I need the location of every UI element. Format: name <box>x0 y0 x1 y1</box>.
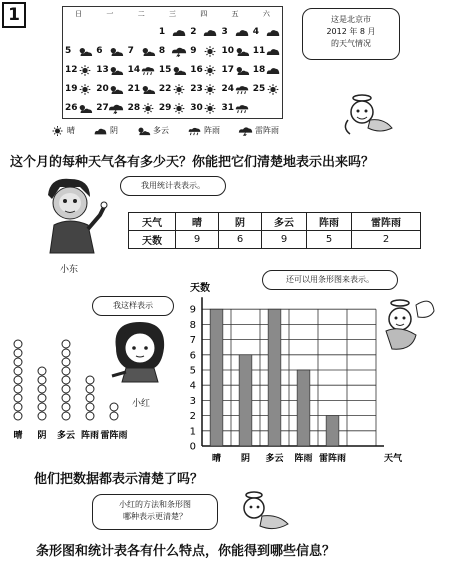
yin-weather-icon <box>265 27 281 38</box>
legend-label: 阵雨 <box>204 126 220 135</box>
calendar-day-number: 16 <box>190 65 203 75</box>
table-cell: 5 <box>307 231 352 249</box>
x-tick-label: 阴 <box>240 454 251 464</box>
calendar-day <box>220 23 251 42</box>
duoyun-weather-icon <box>108 46 124 57</box>
pictograph-circle <box>14 358 22 366</box>
calendar-day-number: 3 <box>221 27 228 37</box>
calendar-day-number: 5 <box>65 46 72 56</box>
pictograph-circle <box>38 385 46 393</box>
calendar-day-number: 2 <box>190 27 197 37</box>
pictograph-circle <box>14 349 22 357</box>
table-column-header: 多云 <box>262 213 307 231</box>
pictograph-label: 阵雨 <box>80 431 100 441</box>
pictograph-circle <box>62 394 70 402</box>
pictograph-label: 阴 <box>37 431 47 441</box>
pictograph-circle <box>62 367 70 375</box>
calendar-day-number: 6 <box>96 46 103 56</box>
qing-weather-icon <box>202 65 218 76</box>
y-tick-label: 2 <box>189 411 196 423</box>
pictograph-circle <box>14 412 22 420</box>
duoyun-weather-icon <box>171 65 187 76</box>
pictograph-circle <box>62 376 70 384</box>
y-tick-label: 6 <box>189 350 196 362</box>
y-tick-label: 0 <box>189 441 196 453</box>
calendar-day <box>220 42 251 61</box>
legend-label: 晴 <box>67 126 75 135</box>
qing-weather-icon <box>202 84 218 95</box>
qing-weather-icon <box>50 126 65 136</box>
y-tick-label: 7 <box>189 335 196 347</box>
calendar-day-number: 9 <box>190 46 197 56</box>
leizhenyu-weather-icon <box>171 46 187 57</box>
angel-illustration <box>340 90 400 138</box>
duoyun-weather-icon <box>108 84 124 95</box>
calendar-day <box>126 42 157 61</box>
duoyun-weather-icon <box>234 65 250 76</box>
table-column-header: 阴 <box>219 213 262 231</box>
calendar-day-number: 4 <box>252 27 260 37</box>
calendar-day <box>63 42 94 61</box>
table-cell: 9 <box>176 231 219 249</box>
calendar-day-number: 21 <box>127 84 141 94</box>
x-tick-label: 阵雨 <box>294 454 313 464</box>
leizhenyu-weather-icon <box>108 103 124 114</box>
calendar-weekday-header: 四 <box>200 10 208 18</box>
calendar-weekday-header: 三 <box>168 10 176 18</box>
calendar-day-number: 25 <box>252 84 266 94</box>
bar-chart <box>176 282 406 472</box>
calendar-day <box>220 99 251 118</box>
calendar-day <box>94 61 125 80</box>
legend-label: 雷阵雨 <box>255 126 279 135</box>
calendar-day <box>157 61 188 80</box>
calendar-day-number: 15 <box>158 65 172 75</box>
pictograph-circle <box>110 403 118 411</box>
table-row-header: 天数 <box>129 231 176 249</box>
zhenyu-weather-icon <box>187 126 202 136</box>
bar <box>268 309 281 446</box>
table-row <box>129 231 421 249</box>
y-tick-label: 4 <box>189 380 196 392</box>
y-tick-label: 3 <box>189 395 196 407</box>
pictograph-label: 雷阵雨 <box>100 431 128 441</box>
calendar-day <box>188 80 219 99</box>
calendar-weekday-header: 六 <box>262 10 270 18</box>
weather-legend <box>50 125 293 136</box>
zhenyu-weather-icon <box>234 103 250 114</box>
calendar-day <box>63 61 94 80</box>
xiaodong-name: 小东 <box>60 265 79 275</box>
table-cell: 9 <box>262 231 307 249</box>
statistics-table <box>128 212 421 249</box>
pictograph-circle <box>14 385 22 393</box>
xiaohong-name: 小红 <box>132 399 151 409</box>
calendar-day-number: 23 <box>190 84 203 94</box>
pictograph-circle <box>62 403 70 411</box>
pictograph-circle <box>62 340 70 348</box>
table-column-header: 阵雨 <box>307 213 352 231</box>
question-1: 这个月的每种天气各有多少天？你能把它们清楚地表示出来吗？ <box>10 155 375 170</box>
bar <box>210 309 223 446</box>
calendar-day-number: 17 <box>221 65 235 75</box>
table-cell: 6 <box>219 231 262 249</box>
qing-weather-icon <box>202 103 218 114</box>
x-axis-label: 天气 <box>384 454 403 464</box>
qing-weather-icon <box>171 103 187 114</box>
pictograph-circle <box>14 340 22 348</box>
question-3: 条形图和统计表各有什么特点，你能得到哪些信息？ <box>36 544 336 559</box>
calendar-day-number: 28 <box>127 103 141 113</box>
calendar-day-number: 31 <box>221 103 235 113</box>
calendar-day <box>188 23 219 42</box>
weather-calendar <box>62 6 283 119</box>
pictograph-circle <box>86 376 94 384</box>
duoyun-weather-icon <box>77 46 93 57</box>
calendar-weekday-header: 二 <box>137 10 145 18</box>
calendar-day <box>188 99 219 118</box>
bar <box>297 370 310 446</box>
legend-item <box>93 125 118 136</box>
pictograph-circle <box>86 412 94 420</box>
pictograph-circle <box>86 394 94 402</box>
pictograph-circle <box>86 385 94 393</box>
bubble-angel-top: 还可以用条形图来表示。 <box>262 270 398 290</box>
zhenyu-weather-icon <box>234 84 250 95</box>
bubble-line: 这是北京市 <box>331 15 371 24</box>
calendar-weekday-header: 一 <box>106 10 114 18</box>
calendar-day <box>157 80 188 99</box>
calendar-day-number: 1 <box>158 27 166 37</box>
calendar-day-number: 12 <box>65 65 78 75</box>
calendar-day <box>188 61 219 80</box>
duoyun-weather-icon <box>77 103 93 114</box>
calendar-day <box>220 61 251 80</box>
page-number: 1 <box>2 2 26 28</box>
pictograph-circle <box>38 367 46 375</box>
pictograph-circle <box>62 349 70 357</box>
calendar-day <box>94 42 125 61</box>
calendar-day <box>220 80 251 99</box>
pictograph-circle <box>14 403 22 411</box>
bubble-line: 哪种表示更清楚？ <box>123 512 187 521</box>
yin-weather-icon <box>265 46 281 57</box>
y-tick-label: 5 <box>189 365 196 377</box>
calendar-day <box>251 80 282 99</box>
duoyun-weather-icon <box>140 46 156 57</box>
qing-weather-icon <box>202 46 218 57</box>
y-tick-label: 9 <box>189 304 196 316</box>
calendar-day <box>157 99 188 118</box>
calendar-day-number: 18 <box>252 65 266 75</box>
calendar-day <box>251 42 282 61</box>
calendar-weekday-header: 五 <box>231 10 239 18</box>
calendar-day <box>63 80 94 99</box>
table-row-header: 天气 <box>129 213 176 231</box>
qing-weather-icon <box>171 84 187 95</box>
qing-weather-icon <box>77 84 93 95</box>
pictograph-circle <box>14 367 22 375</box>
calendar-day-number: 29 <box>158 103 172 113</box>
table-cell: 2 <box>352 231 421 249</box>
pictograph-circle <box>62 358 70 366</box>
calendar-day-number: 30 <box>190 103 203 113</box>
yin-weather-icon <box>171 27 187 38</box>
calendar-day-number: 26 <box>65 103 78 113</box>
calendar-day-number: 11 <box>252 46 266 56</box>
yin-weather-icon <box>202 27 218 38</box>
calendar-day-number: 7 <box>127 46 134 56</box>
circle-pictograph <box>4 330 134 445</box>
legend-item <box>238 125 279 136</box>
pictograph-circle <box>86 403 94 411</box>
qing-weather-icon <box>265 84 281 95</box>
bubble-line: 的天气情况 <box>331 39 371 48</box>
calendar-day <box>157 23 188 42</box>
yin-weather-icon <box>265 65 281 76</box>
calendar-day-number: 14 <box>127 65 141 75</box>
bubble-line: 小红的方法和条形图 <box>119 500 191 509</box>
x-tick-label: 雷阵雨 <box>318 454 347 464</box>
calendar-day-number: 13 <box>96 65 109 75</box>
bubble-calendar-note <box>302 8 400 60</box>
bubble-bottom <box>92 494 218 530</box>
x-tick-label: 多云 <box>265 454 284 464</box>
angel-illustration <box>234 488 294 536</box>
calendar-day-number: 27 <box>96 103 109 113</box>
duoyun-weather-icon <box>140 84 156 95</box>
pictograph-circle <box>38 412 46 420</box>
duoyun-weather-icon <box>136 126 151 136</box>
pictograph-circle <box>38 376 46 384</box>
calendar-day-number: 19 <box>65 84 78 94</box>
legend-label: 阴 <box>110 126 118 135</box>
legend-item <box>50 125 75 136</box>
table-column-header: 晴 <box>176 213 219 231</box>
question-2: 他们把数据都表示清楚了吗？ <box>34 472 204 487</box>
bubble-line: 2012 年 8 月 <box>326 27 376 36</box>
pictograph-circle <box>38 403 46 411</box>
calendar-day-number: 24 <box>221 84 235 94</box>
bar <box>326 416 339 446</box>
duoyun-weather-icon <box>234 46 250 57</box>
calendar-day <box>126 99 157 118</box>
zhenyu-weather-icon <box>140 65 156 76</box>
calendar-day-number: 22 <box>158 84 172 94</box>
pictograph-circle <box>38 394 46 402</box>
legend-item <box>136 125 169 136</box>
legend-label: 多云 <box>153 126 169 135</box>
calendar-day <box>126 61 157 80</box>
pictograph-circle <box>62 412 70 420</box>
legend-item <box>187 125 220 136</box>
y-tick-label: 8 <box>189 319 196 331</box>
y-axis-label: 天数 <box>190 283 210 295</box>
calendar-header <box>63 7 282 21</box>
calendar-day <box>63 99 94 118</box>
calendar-day <box>126 80 157 99</box>
calendar-day-number: 8 <box>158 46 166 56</box>
pictograph-label: 多云 <box>56 431 76 441</box>
pictograph-circle <box>62 385 70 393</box>
yin-weather-icon <box>93 126 108 136</box>
table-row <box>129 213 421 231</box>
pictograph-label: 晴 <box>13 431 23 441</box>
calendar-day <box>188 42 219 61</box>
calendar-day <box>94 80 125 99</box>
xiaodong-illustration <box>40 175 120 255</box>
qing-weather-icon <box>77 65 93 76</box>
pictograph-circle <box>110 412 118 420</box>
pictograph-circle <box>14 394 22 402</box>
yin-weather-icon <box>234 27 250 38</box>
calendar-day-number: 20 <box>96 84 109 94</box>
table-column-header: 雷阵雨 <box>352 213 421 231</box>
y-tick-label: 1 <box>189 426 196 438</box>
x-tick-label: 晴 <box>211 454 222 464</box>
bubble-xiaohong: 我这样表示 <box>92 296 174 316</box>
calendar-weekday-header: 日 <box>75 10 83 18</box>
calendar-day <box>157 42 188 61</box>
bubble-xiaodong: 我用统计表表示。 <box>120 176 226 196</box>
calendar-day <box>251 23 282 42</box>
leizhenyu-weather-icon <box>238 126 253 136</box>
calendar-day <box>94 99 125 118</box>
pictograph-circle <box>14 376 22 384</box>
qing-weather-icon <box>140 103 156 114</box>
bar <box>239 355 252 446</box>
duoyun-weather-icon <box>108 65 124 76</box>
calendar-day-number: 10 <box>221 46 235 56</box>
calendar-day <box>251 61 282 80</box>
